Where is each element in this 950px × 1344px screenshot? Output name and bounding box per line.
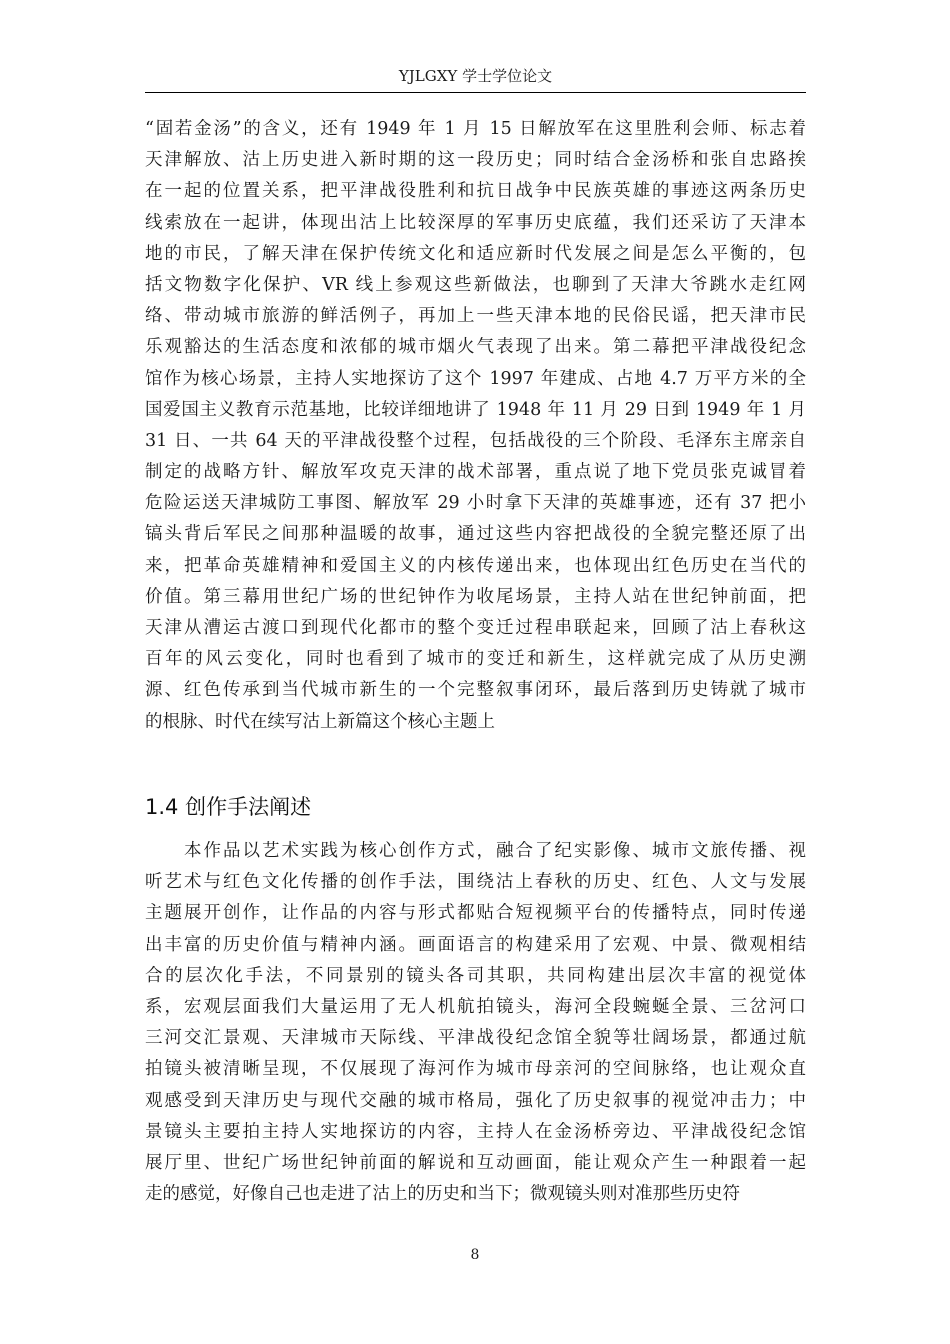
header-title: YJLGXY 学士学位论文 (398, 67, 553, 85)
text-line: 31 日、一共 64 天的平津战役整个过程，包括战役的三个阶段、毛泽东主席亲自 (145, 430, 806, 451)
text-line: 走的感觉，好像自己也走进了沽上的历史和当下；微观镜头则对准那些历史符 (145, 1184, 740, 1205)
text-line: 百年的风云变化，同时也看到了城市的变迁和新生，这样就完成了从历史溯 (145, 649, 806, 670)
text-line: 制定的战略方针、解放军攻克天津的战术部署，重点说了地下党员张克诚冒着 (145, 462, 806, 483)
text-line: 主题展开创作，让作品的内容与形式都贴合短视频平台的传播特点，同时传递 (145, 903, 806, 924)
text-line: 观感受到天津历史与现代交融的城市格局，强化了历史叙事的视觉冲击力；中 (145, 1090, 806, 1111)
text-line: 地的市民，了解天津在保护传统文化和适应新时代发展之间是怎么平衡的，包 (145, 243, 806, 264)
text-line: 价值。第三幕用世纪广场的世纪钟作为收尾场景，主持人站在世纪钟前面，把 (145, 586, 806, 607)
text-line: 出丰富的历史价值与精神内涵。画面语言的构建采用了宏观、中景、微观相结 (145, 934, 806, 955)
text-line: 本作品以艺术实践为核心创作方式，融合了纪实影像、城市文旅传播、视 (145, 841, 806, 861)
text-line: 展厅里、世纪广场世纪钟前面的解说和互动画面，能让观众产生一种跟着一起 (145, 1152, 806, 1173)
text-line: “固若金汤”的含义，还有 1949 年 1 月 15 日解放军在这里胜利会师、标志着 (145, 119, 806, 139)
section-heading: 1.4 创作手法阐述 (145, 795, 312, 819)
text-line: 源、红色传承到当代城市新生的一个完整叙事闭环，最后落到历史铸就了城市 (145, 680, 806, 701)
text-line: 线索放在一起讲，体现出沽上比较深厚的军事历史底蕴，我们还采访了天津本 (145, 212, 806, 233)
text-line: 天津从漕运古渡口到现代化都市的整个变迁过程串联起来，回顾了沽上春秋这 (145, 618, 806, 638)
page-header (145, 66, 806, 93)
text-line: 系，宏观层面我们大量运用了无人机航拍镜头，海河全段蜿蜒全景、三岔河口 (145, 996, 806, 1017)
text-line: 络、带动城市旅游的鲜活例子，再加上一些天津本地的民俗民谣，把天津市民 (145, 306, 806, 327)
text-line: 天津解放、沽上历史进入新时期的这一段历史；同时结合金汤桥和张自忠路挨 (145, 150, 806, 171)
paragraph-continued (145, 114, 806, 738)
paragraph-creative-methods (145, 836, 806, 1210)
text-line: 馆作为核心场景，主持人实地探访了这个 1997 年建成、占地 4.7 万平方米的全 (145, 368, 806, 389)
text-line: 乐观豁达的生活态度和浓郁的城市烟火气表现了出来。第二幕把平津战役纪念 (145, 337, 806, 358)
text-line: 的根脉、时代在续写沽上新篇这个核心主题上 (145, 711, 495, 732)
text-line: 景镜头主要拍主持人实地探访的内容，主持人在金汤桥旁边、平津战役纪念馆 (145, 1121, 806, 1142)
page-number: 8 (470, 1247, 480, 1263)
text-line: 合的层次化手法，不同景别的镜头各司其职，共同构建出层次丰富的视觉体 (145, 965, 806, 986)
text-line: 国爱国主义教育示范基地，比较详细地讲了 1948 年 11 月 29 日到 1949 年 1 月 (145, 399, 806, 420)
text-line: 在一起的位置关系，把平津战役胜利和抗日战争中民族英雄的事迹这两条历史 (145, 181, 806, 202)
text-line: 危险运送天津城防工事图、解放军 29 小时拿下天津的英雄事迹，还有 37 把小 (145, 493, 806, 514)
page-footer (0, 1246, 950, 1264)
text-line: 三河交汇景观、天津城市天际线、平津战役纪念馆全貌等壮阔场景，都通过航 (145, 1028, 806, 1049)
text-line: 来，把革命英雄精神和爱国主义的内核传递出来，也体现出红色历史在当代的 (145, 555, 806, 576)
text-line: 括文物数字化保护、VR 线上参观这些新做法，也聊到了天津大爷跳水走红网 (145, 274, 806, 295)
text-line: 镐头背后军民之间那种温暖的故事，通过这些内容把战役的全貌完整还原了出 (145, 524, 806, 545)
text-line: 听艺术与红色文化传播的创作手法，围绕沽上春秋的历史、红色、人文与发展 (145, 872, 806, 893)
text-line: 拍镜头被清晰呈现，不仅展现了海河作为城市母亲河的空间脉络，也让观众直 (145, 1059, 806, 1080)
